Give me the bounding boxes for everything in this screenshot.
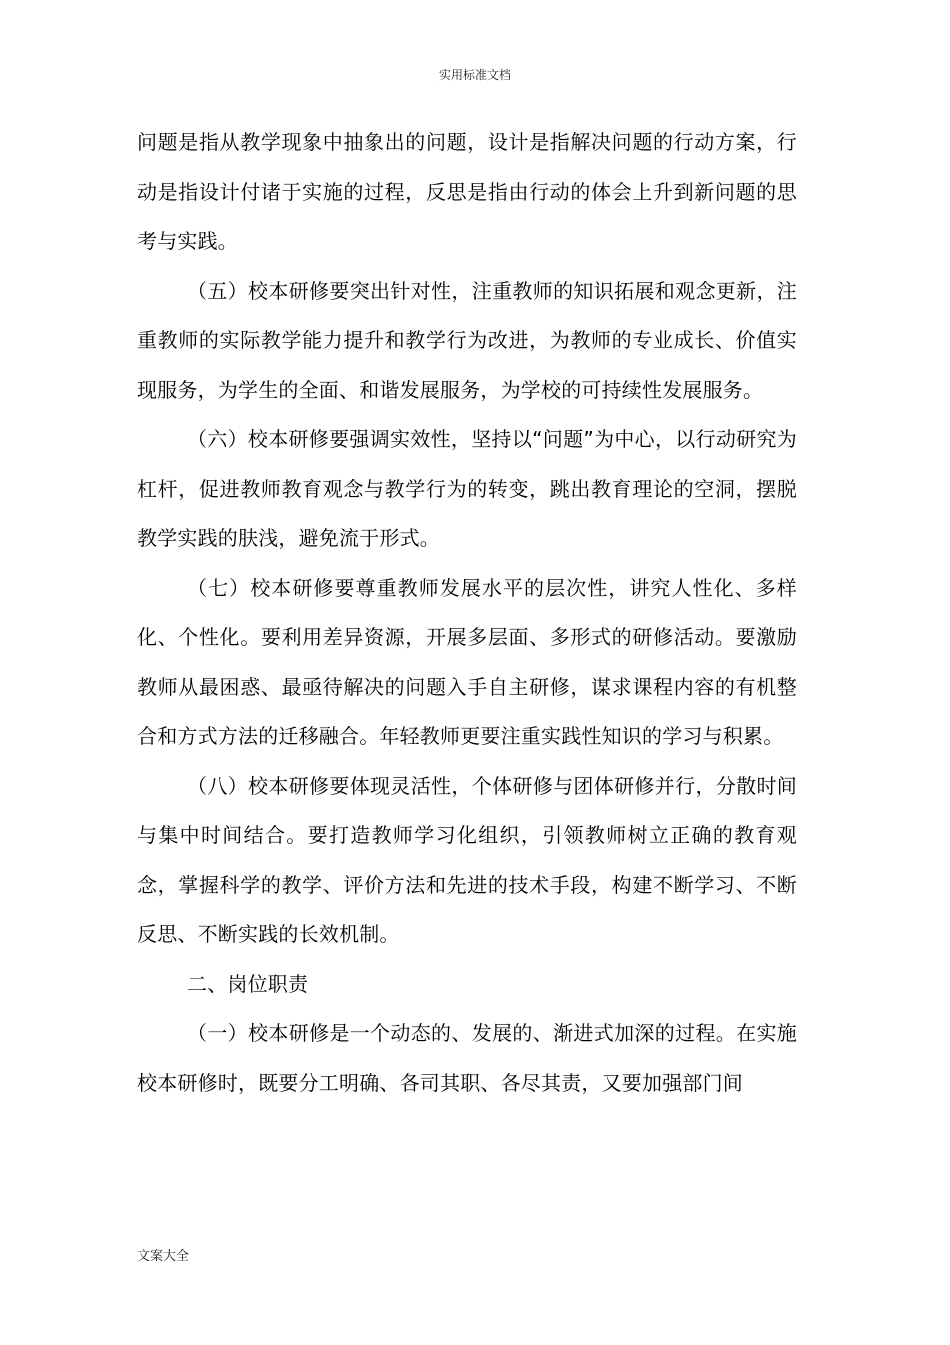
paragraph-section-8: （八）校本研修要体现灵活性，个体研修与团体研修并行，分散时间与集中时间结合。要打造教师学习化组织，引领教师树立正确的教育观念，掌握科学的教学、评价方法和先进的技术手段，构建不断学习、不断反思、不断实践的长效机制。 [137,773,797,946]
section-heading-duties: 二、岗位职责 [187,971,309,996]
paragraph-section-7: （七）校本研修要尊重教师发展水平的层次性，讲究人性化、多样化、个性化。要利用差异资源，开展多层面、多形式的研修活动。要激励教师从最困惑、最亟待解决的问题入手自主研修，谋求课程内容的有机整合和方式方法的迁移融合。年轻教师更要注重实践性知识的学习与积累。 [137,575,797,748]
paragraph-section-5: （五）校本研修要突出针对性，注重教师的知识拓展和观念更新，注重教师的实际教学能力提升和教学行为改进，为教师的专业成长、价值实现服务，为学生的全面、和谐发展服务，为学校的可持续性发展服务。 [137,278,797,402]
paragraph-duties-1: （一）校本研修是一个动态的、发展的、渐进式加深的过程。在实施校本研修时，既要分工明确、各司其职、各尽其责，又要加强部门间 [137,1021,797,1095]
page-footer: 文案大全 [137,1249,190,1264]
paragraph-section-6: （六）校本研修要强调实效性，坚持以“问题”为中心，以行动研究为杠杆，促进教师教育观念与教学行为的转变，跳出教育理论的空洞，摆脱教学实践的肤浅，避免流于形式。 [137,427,797,550]
page-header: 实用标准文档 [438,68,511,82]
document-body [137,118,797,1108]
paragraph-intro: 问题是指从教学现象中抽象出的问题，设计是指解决问题的行动方案，行动是指设计付诸于实施的过程，反思是指由行动的体会上升到新问题的思考与实践。 [137,130,797,253]
